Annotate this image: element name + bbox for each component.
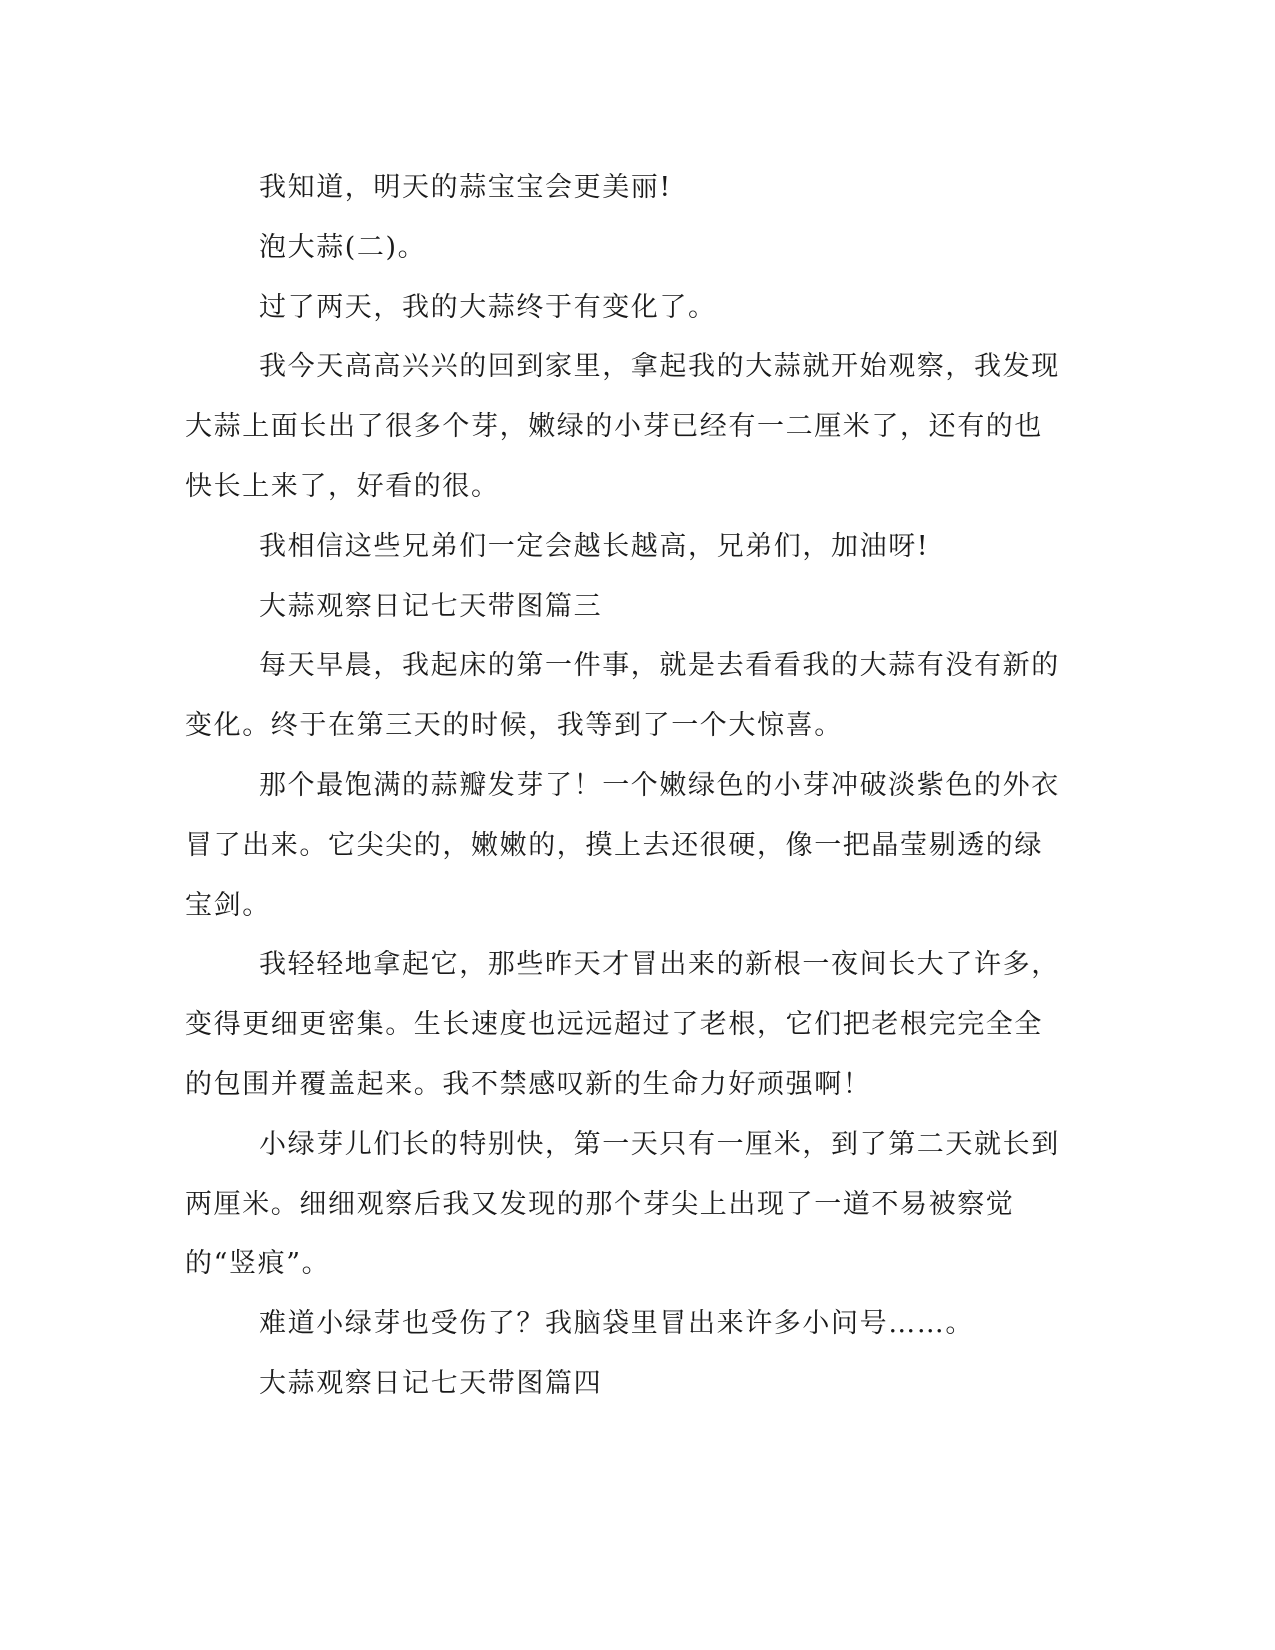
paragraph: 每天早晨，我起床的第一件事，就是去看看我的大蒜有没有新的变化。终于在第三天的时候，我等到了一个大惊喜。 [185, 650, 1060, 742]
document-body [185, 158, 1065, 1414]
paragraph: 泡大蒜(二)。 [259, 231, 427, 263]
paragraph: 那个最饱满的蒜瓣发芽了！一个嫩绿色的小芽冲破淡紫色的外衣冒了出来。它尖尖的，嫩嫩的，摸上去还很硬，像一把晶莹剔透的绿宝剑。 [185, 769, 1060, 921]
paragraph: 难道小绿芽也受伤了？我脑袋里冒出来许多小问号……。 [259, 1308, 974, 1340]
paragraph: 我轻轻地拿起它，那些昨天才冒出来的新根一夜间长大了许多，变得更细更密集。生长速度也远远超过了老根，它们把老根完完全全的包围并覆盖起来。我不禁感叹新的生命力好顽强啊！ [185, 949, 1060, 1100]
section-heading: 大蒜观察日记七天带图篇三 [259, 590, 603, 622]
paragraph: 小绿芽儿们长的特别快，第一天只有一厘米，到了第二天就长到两厘米。细细观察后我又发现的那个芽尖上出现了一道不易被察觉的“竖痕”。 [185, 1128, 1060, 1280]
paragraph: 我今天高高兴兴的回到家里，拿起我的大蒜就开始观察，我发现大蒜上面长出了很多个芽，嫩绿的小芽已经有一二厘米了，还有的也快长上来了，好看的很。 [185, 351, 1060, 502]
paragraph: 我知道，明天的蒜宝宝会更美丽! [259, 172, 672, 203]
paragraph: 我相信这些兄弟们一定会越长越高，兄弟们，加油呀! [259, 530, 930, 562]
paragraph: 过了两天，我的大蒜终于有变化了。 [259, 291, 717, 323]
section-heading: 大蒜观察日记七天带图篇四 [259, 1367, 603, 1399]
